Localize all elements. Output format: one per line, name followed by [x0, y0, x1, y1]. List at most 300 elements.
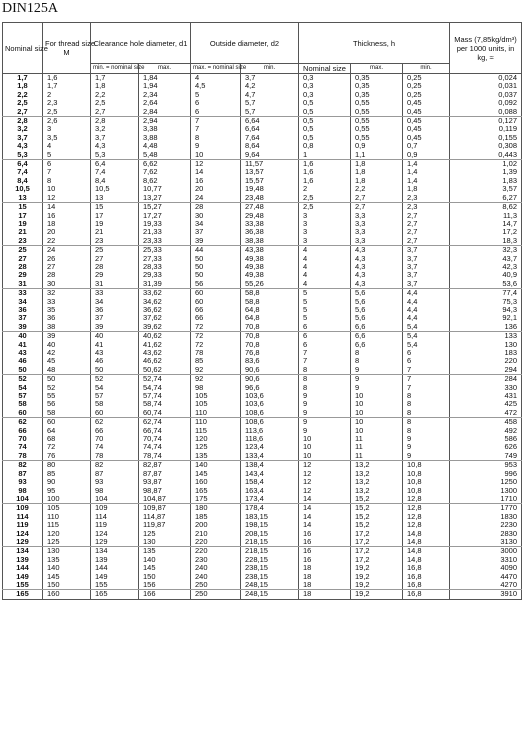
cell-thickness-min: 4,4	[403, 298, 450, 306]
table-row	[3, 108, 522, 117]
cell-thickness-max: 8	[351, 349, 403, 357]
cell-clearance-max: 8,62	[139, 177, 191, 185]
cell-outside-max: 240	[191, 573, 241, 581]
cell-clearance-min: 36	[91, 306, 139, 314]
cell-outside-min: 163,4	[241, 487, 299, 495]
cell-nominal-size: 46	[3, 357, 43, 365]
table-row	[3, 125, 522, 133]
cell-clearance-min: 78	[91, 452, 139, 461]
cell-outside-max: 135	[191, 452, 241, 461]
cell-clearance-min: 2,7	[91, 108, 139, 117]
cell-thickness-max: 11	[351, 452, 403, 461]
cell-nominal-size: 58	[3, 400, 43, 408]
cell-outside-max: 230	[191, 556, 241, 564]
cell-outside-min: 11,57	[241, 160, 299, 169]
cell-mass: 996	[450, 470, 522, 478]
cell-thickness-min: 14,8	[403, 556, 450, 564]
cell-thread-size: 4	[43, 142, 91, 150]
cell-nominal-size: 2,5	[3, 99, 43, 107]
cell-thickness-max: 13,2	[351, 478, 403, 486]
cell-clearance-min: 93	[91, 478, 139, 486]
cell-thread-size: 55	[43, 392, 91, 400]
cell-thread-size: 10	[43, 185, 91, 193]
cell-mass: 0,308	[450, 142, 522, 150]
cell-thickness-min: 2,3	[403, 194, 450, 203]
cell-thickness-max: 10	[351, 400, 403, 408]
cell-outside-min: 29,48	[241, 212, 299, 220]
cell-clearance-min: 28	[91, 263, 139, 271]
cell-nominal-size: 3,7	[3, 134, 43, 142]
cell-thickness-max: 15,2	[351, 504, 403, 513]
cell-clearance-min: 62	[91, 418, 139, 427]
page-title: DIN125A	[2, 1, 58, 16]
cell-clearance-max: 2,94	[139, 117, 191, 126]
cell-thickness-max: 0,35	[351, 82, 403, 90]
header-thread-size-unit: M	[63, 48, 70, 57]
table-row	[3, 332, 522, 341]
table-row	[3, 280, 522, 289]
cell-mass: 3130	[450, 538, 522, 547]
cell-thickness-min: 0,25	[403, 82, 450, 90]
cell-thickness-nominal: 1,6	[299, 177, 351, 185]
cell-thickness-max: 13,2	[351, 461, 403, 470]
cell-clearance-max: 93,87	[139, 478, 191, 486]
cell-outside-min: 4,7	[241, 91, 299, 99]
cell-outside-max: 180	[191, 504, 241, 513]
cell-outside-min: 173,4	[241, 495, 299, 504]
cell-mass: 0,031	[450, 82, 522, 90]
cell-outside-max: 175	[191, 495, 241, 504]
cell-thickness-nominal: 4	[299, 246, 351, 255]
cell-outside-max: 60	[191, 289, 241, 298]
table-row	[3, 323, 522, 332]
cell-mass: 3,57	[450, 185, 522, 193]
cell-thickness-max: 13,2	[351, 487, 403, 495]
cell-clearance-min: 58	[91, 400, 139, 408]
cell-thickness-min: 12,8	[403, 504, 450, 513]
cell-clearance-min: 2,5	[91, 99, 139, 107]
cell-thickness-nominal: 16	[299, 530, 351, 538]
cell-thickness-max: 0,55	[351, 117, 403, 126]
cell-outside-min: 178,4	[241, 504, 299, 513]
cell-nominal-size: 40	[3, 332, 43, 341]
cell-mass: 3000	[450, 547, 522, 556]
cell-nominal-size: 29	[3, 271, 43, 279]
cell-mass: 0,092	[450, 99, 522, 107]
cell-outside-max: 60	[191, 298, 241, 306]
cell-clearance-min: 43	[91, 349, 139, 357]
cell-clearance-max: 28,33	[139, 263, 191, 271]
cell-thread-size: 12	[43, 194, 91, 203]
cell-thickness-min: 2,7	[403, 228, 450, 236]
cell-mass: 1300	[450, 487, 522, 495]
cell-nominal-size: 23	[3, 237, 43, 246]
cell-clearance-max: 39,62	[139, 323, 191, 332]
cell-outside-max: 28	[191, 203, 241, 212]
cell-thread-size: 36	[43, 314, 91, 322]
cell-outside-min: 5,7	[241, 99, 299, 107]
cell-clearance-max: 114,87	[139, 513, 191, 521]
cell-outside-max: 145	[191, 470, 241, 478]
cell-nominal-size: 36	[3, 306, 43, 314]
table-row	[3, 134, 522, 142]
cell-clearance-min: 109	[91, 504, 139, 513]
cell-thread-size: 3,5	[43, 134, 91, 142]
cell-thread-size: 1,6	[43, 74, 91, 83]
cell-thickness-nominal: 0,5	[299, 134, 351, 142]
cell-nominal-size: 74	[3, 443, 43, 451]
cell-thickness-max: 3,3	[351, 237, 403, 246]
cell-nominal-size: 33	[3, 289, 43, 298]
cell-outside-min: 118,6	[241, 435, 299, 443]
cell-thickness-min: 2,3	[403, 203, 450, 212]
cell-thickness-nominal: 0,5	[299, 117, 351, 126]
cell-thickness-min: 8	[403, 400, 450, 408]
cell-thread-size: 110	[43, 513, 91, 521]
cell-outside-min: 103,6	[241, 400, 299, 408]
cell-clearance-min: 39	[91, 323, 139, 332]
cell-outside-max: 6	[191, 108, 241, 117]
cell-nominal-size: 98	[3, 487, 43, 495]
cell-clearance-max: 33,62	[139, 289, 191, 298]
cell-clearance-min: 41	[91, 341, 139, 349]
cell-thickness-nominal: 9	[299, 400, 351, 408]
cell-outside-max: 37	[191, 228, 241, 236]
cell-thickness-nominal: 5	[299, 314, 351, 322]
table-row	[3, 74, 522, 83]
cell-clearance-max: 1,84	[139, 74, 191, 83]
cell-thickness-max: 19,2	[351, 564, 403, 572]
cell-clearance-max: 50,62	[139, 366, 191, 375]
cell-outside-max: 12	[191, 160, 241, 169]
cell-thickness-min: 0,45	[403, 134, 450, 142]
cell-mass: 14,7	[450, 220, 522, 228]
cell-clearance-max: 3,88	[139, 134, 191, 142]
cell-outside-min: 38,38	[241, 237, 299, 246]
cell-nominal-size: 2,2	[3, 91, 43, 99]
cell-outside-min: 158,4	[241, 478, 299, 486]
cell-nominal-size: 104	[3, 495, 43, 504]
cell-mass: 1770	[450, 504, 522, 513]
cell-thickness-max: 9	[351, 366, 403, 375]
cell-nominal-size: 7,4	[3, 168, 43, 176]
cell-nominal-size: 149	[3, 573, 43, 581]
cell-clearance-min: 149	[91, 573, 139, 581]
cell-mass: 0,024	[450, 74, 522, 83]
cell-thread-size: 26	[43, 255, 91, 263]
cell-nominal-size: 139	[3, 556, 43, 564]
cell-nominal-size: 15	[3, 203, 43, 212]
cell-thread-size: 130	[43, 547, 91, 556]
cell-thickness-max: 10	[351, 427, 403, 435]
table-row	[3, 366, 522, 375]
cell-thickness-max: 0,35	[351, 91, 403, 99]
cell-thickness-max: 10	[351, 392, 403, 400]
cell-thickness-max: 19,2	[351, 590, 403, 599]
cell-outside-max: 39	[191, 237, 241, 246]
cell-thickness-min: 2,7	[403, 237, 450, 246]
cell-thread-size: 115	[43, 521, 91, 529]
cell-thickness-min: 3,7	[403, 246, 450, 255]
table-row	[3, 590, 522, 599]
table-row	[3, 357, 522, 365]
cell-outside-max: 220	[191, 538, 241, 547]
cell-clearance-max: 3,38	[139, 125, 191, 133]
cell-outside-max: 16	[191, 177, 241, 185]
cell-nominal-size: 87	[3, 470, 43, 478]
cell-thickness-nominal: 5	[299, 298, 351, 306]
cell-nominal-size: 78	[3, 452, 43, 461]
cell-clearance-max: 82,87	[139, 461, 191, 470]
cell-thickness-nominal: 1,6	[299, 160, 351, 169]
cell-thickness-nominal: 4	[299, 280, 351, 289]
cell-outside-max: 185	[191, 513, 241, 521]
cell-thickness-nominal: 4	[299, 271, 351, 279]
cell-thickness-nominal: 10	[299, 443, 351, 451]
cell-thickness-max: 17,2	[351, 530, 403, 538]
cell-nominal-size: 37	[3, 314, 43, 322]
header-outside: Outside diameter, d2	[191, 23, 299, 64]
cell-outside-min: 58,8	[241, 298, 299, 306]
cell-mass: 6,27	[450, 194, 522, 203]
cell-thickness-min: 0,45	[403, 117, 450, 126]
cell-mass: 2230	[450, 521, 522, 529]
cell-nominal-size: 28	[3, 263, 43, 271]
cell-thickness-nominal: 12	[299, 478, 351, 486]
cell-clearance-max: 140	[139, 556, 191, 564]
cell-mass: 4270	[450, 581, 522, 590]
cell-clearance-max: 40,62	[139, 332, 191, 341]
cell-clearance-max: 135	[139, 547, 191, 556]
cell-thread-size: 135	[43, 556, 91, 564]
cell-thickness-nominal: 5	[299, 306, 351, 314]
cell-outside-max: 92	[191, 375, 241, 384]
cell-outside-min: 49,38	[241, 271, 299, 279]
cell-clearance-min: 31	[91, 280, 139, 289]
cell-thread-size: 2,3	[43, 99, 91, 107]
cell-thickness-nominal: 6	[299, 341, 351, 349]
cell-thickness-max: 5,6	[351, 306, 403, 314]
cell-clearance-min: 87	[91, 470, 139, 478]
cell-outside-min: 55,26	[241, 280, 299, 289]
header-clearance-max: max.	[139, 64, 191, 74]
cell-thickness-min: 2,7	[403, 212, 450, 220]
cell-outside-max: 30	[191, 212, 241, 220]
cell-nominal-size: 8,4	[3, 177, 43, 185]
cell-outside-min: 13,57	[241, 168, 299, 176]
cell-clearance-max: 15,27	[139, 203, 191, 212]
cell-thickness-min: 14,8	[403, 530, 450, 538]
cell-nominal-size: 25	[3, 246, 43, 255]
cell-clearance-min: 15	[91, 203, 139, 212]
cell-thickness-min: 3,7	[403, 271, 450, 279]
cell-mass: 1250	[450, 478, 522, 486]
cell-outside-max: 250	[191, 581, 241, 590]
cell-thickness-nominal: 9	[299, 409, 351, 418]
cell-clearance-min: 34	[91, 298, 139, 306]
cell-clearance-max: 62,74	[139, 418, 191, 427]
cell-thickness-min: 4,4	[403, 289, 450, 298]
cell-nominal-size: 31	[3, 280, 43, 289]
cell-mass: 1,39	[450, 168, 522, 176]
cell-clearance-min: 139	[91, 556, 139, 564]
cell-thickness-max: 11	[351, 443, 403, 451]
cell-nominal-size: 13	[3, 194, 43, 203]
cell-mass: 458	[450, 418, 522, 427]
cell-outside-min: 6,64	[241, 117, 299, 126]
cell-thickness-nominal: 14	[299, 504, 351, 513]
cell-thickness-max: 13,2	[351, 470, 403, 478]
cell-thread-size: 28	[43, 271, 91, 279]
cell-thickness-min: 0,45	[403, 125, 450, 133]
cell-clearance-min: 70	[91, 435, 139, 443]
cell-mass: 53,6	[450, 280, 522, 289]
cell-thickness-min: 16,8	[403, 573, 450, 581]
cell-mass: 1,02	[450, 160, 522, 169]
cell-clearance-min: 50	[91, 366, 139, 375]
cell-thickness-min: 16,8	[403, 581, 450, 590]
cell-thickness-max: 19,2	[351, 573, 403, 581]
cell-thread-size: 42	[43, 349, 91, 357]
cell-mass: 94,3	[450, 306, 522, 314]
cell-thickness-nominal: 2,5	[299, 203, 351, 212]
cell-outside-max: 9	[191, 142, 241, 150]
cell-thickness-max: 4,3	[351, 263, 403, 271]
cell-thickness-nominal: 16	[299, 547, 351, 556]
cell-thickness-max: 5,6	[351, 298, 403, 306]
cell-thickness-nominal: 12	[299, 461, 351, 470]
cell-thickness-min: 0,45	[403, 108, 450, 117]
cell-outside-max: 210	[191, 530, 241, 538]
cell-thread-size: 140	[43, 564, 91, 572]
cell-nominal-size: 57	[3, 392, 43, 400]
cell-clearance-min: 23	[91, 237, 139, 246]
cell-thickness-min: 8	[403, 392, 450, 400]
cell-outside-min: 49,38	[241, 263, 299, 271]
cell-nominal-size: 41	[3, 341, 43, 349]
cell-outside-min: 23,48	[241, 194, 299, 203]
cell-thickness-max: 0,55	[351, 108, 403, 117]
cell-mass: 8,62	[450, 203, 522, 212]
cell-thickness-min: 12,8	[403, 513, 450, 521]
cell-clearance-max: 145	[139, 564, 191, 572]
cell-thread-size: 105	[43, 504, 91, 513]
cell-nominal-size: 54	[3, 384, 43, 392]
cell-thread-size: 145	[43, 573, 91, 581]
cell-clearance-min: 2,8	[91, 117, 139, 126]
cell-outside-max: 105	[191, 400, 241, 408]
cell-thickness-nominal: 4	[299, 255, 351, 263]
cell-mass: 953	[450, 461, 522, 470]
cell-mass: 0,119	[450, 125, 522, 133]
cell-thickness-max: 5,6	[351, 289, 403, 298]
cell-thread-size: 160	[43, 590, 91, 599]
cell-thickness-max: 17,2	[351, 556, 403, 564]
cell-thickness-nominal: 16	[299, 556, 351, 564]
cell-thickness-min: 1,4	[403, 160, 450, 169]
cell-clearance-max: 41,62	[139, 341, 191, 349]
cell-thread-size: 27	[43, 263, 91, 271]
cell-thread-size: 2,5	[43, 108, 91, 117]
cell-thickness-nominal: 18	[299, 573, 351, 581]
cell-thread-size: 68	[43, 435, 91, 443]
cell-thickness-max: 0,35	[351, 74, 403, 83]
table-row	[3, 117, 522, 126]
cell-thickness-nominal: 6	[299, 323, 351, 332]
cell-mass: 75,3	[450, 298, 522, 306]
cell-clearance-min: 119	[91, 521, 139, 529]
cell-clearance-max: 150	[139, 573, 191, 581]
cell-outside-max: 85	[191, 357, 241, 365]
cell-nominal-size: 43	[3, 349, 43, 357]
cell-thickness-min: 10,8	[403, 478, 450, 486]
cell-thickness-min: 1,4	[403, 168, 450, 176]
cell-nominal-size: 2,8	[3, 117, 43, 126]
cell-clearance-max: 166	[139, 590, 191, 599]
cell-clearance-max: 25,33	[139, 246, 191, 255]
cell-thickness-max: 17,2	[351, 547, 403, 556]
cell-nominal-size: 129	[3, 538, 43, 547]
cell-mass: 17,2	[450, 228, 522, 236]
header-outside-min: min.	[241, 64, 299, 74]
cell-nominal-size: 124	[3, 530, 43, 538]
cell-outside-min: 218,15	[241, 547, 299, 556]
cell-thickness-max: 0,55	[351, 125, 403, 133]
cell-outside-min: 183,15	[241, 513, 299, 521]
cell-clearance-min: 37	[91, 314, 139, 322]
cell-nominal-size: 119	[3, 521, 43, 529]
cell-outside-max: 165	[191, 487, 241, 495]
table-row	[3, 289, 522, 298]
cell-thread-size: 14	[43, 203, 91, 212]
cell-outside-max: 4	[191, 74, 241, 83]
cell-clearance-max: 7,62	[139, 168, 191, 176]
cell-clearance-max: 2,64	[139, 99, 191, 107]
cell-outside-min: 7,64	[241, 134, 299, 142]
cell-thickness-min: 7	[403, 366, 450, 375]
cell-outside-min: 248,15	[241, 581, 299, 590]
cell-outside-min: 198,15	[241, 521, 299, 529]
cell-clearance-min: 19	[91, 220, 139, 228]
cell-mass: 2830	[450, 530, 522, 538]
table-row	[3, 341, 522, 349]
cell-thickness-max: 0,55	[351, 99, 403, 107]
cell-thickness-nominal: 14	[299, 513, 351, 521]
cell-clearance-min: 17	[91, 212, 139, 220]
cell-thickness-max: 4,3	[351, 271, 403, 279]
cell-outside-min: 33,38	[241, 220, 299, 228]
cell-outside-min: 4,2	[241, 82, 299, 90]
cell-thickness-nominal: 3	[299, 237, 351, 246]
cell-outside-max: 14	[191, 168, 241, 176]
cell-outside-min: 208,15	[241, 530, 299, 538]
cell-clearance-max: 58,74	[139, 400, 191, 408]
cell-clearance-max: 46,62	[139, 357, 191, 365]
cell-clearance-min: 2,2	[91, 91, 139, 99]
cell-thread-size: 90	[43, 478, 91, 486]
cell-thickness-nominal: 10	[299, 435, 351, 443]
cell-outside-min: 218,15	[241, 538, 299, 547]
cell-outside-max: 20	[191, 185, 241, 193]
cell-clearance-min: 8,4	[91, 177, 139, 185]
cell-outside-max: 4,5	[191, 82, 241, 90]
cell-outside-min: 238,15	[241, 573, 299, 581]
cell-outside-max: 110	[191, 418, 241, 427]
cell-clearance-min: 1,8	[91, 82, 139, 90]
cell-thickness-max: 8	[351, 357, 403, 365]
table-row	[3, 375, 522, 384]
cell-thickness-max: 9	[351, 375, 403, 384]
